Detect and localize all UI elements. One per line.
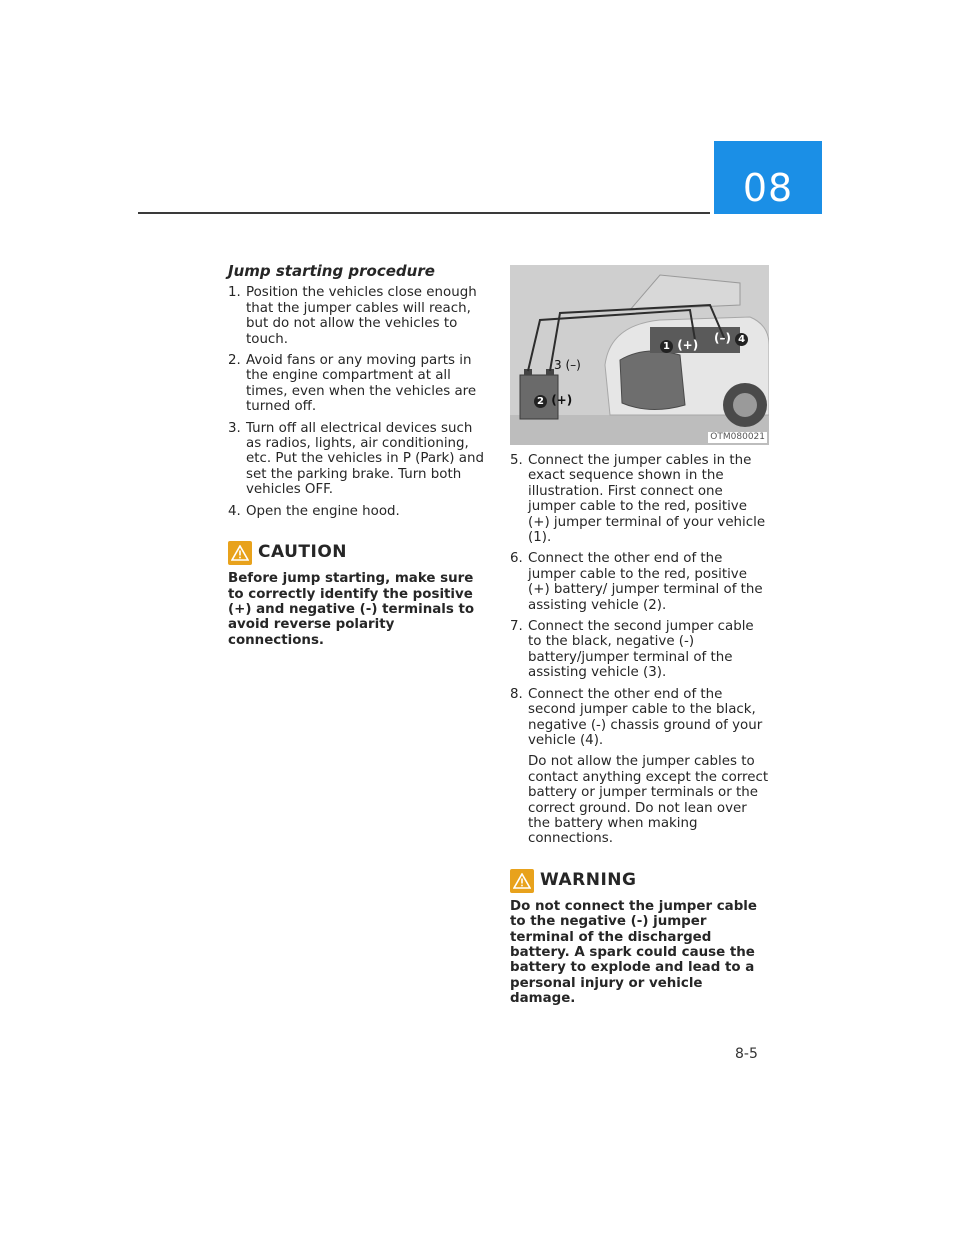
caution-header — [228, 541, 490, 565]
warning-triangle-icon — [510, 869, 534, 893]
label-1-sign: (+) — [677, 338, 699, 352]
header-rule — [138, 212, 710, 214]
steps-list-right — [510, 453, 770, 847]
warning-body: Do not connect the jumper cable to the negative (-) jumper terminal of the discharged battery. A spark could cause the battery to explode and lead to a personal injury or vehicle damage. — [510, 898, 757, 1007]
car-illustration — [510, 265, 769, 445]
step-item: 3. Turn off all electrical devices such as radios, lights, air conditioning, etc. Put the vehicles in P (Park) and set the parking brake. Turn both vehicles OFF. — [228, 420, 484, 498]
step-item: 6. Connect the other end of the jumper cable to the red, positive (+) battery/ jumper terminal of the assisting vehicle (2). — [510, 551, 763, 613]
caution-title: CAUTION — [258, 542, 348, 563]
label-3-sign: (–) — [565, 358, 581, 372]
label-1: 1 — [660, 340, 673, 353]
step-note: Do not allow the jumper cables to contact anything except the correct battery or jumper terminals or the correct ground. Do not lean over the battery when making connections. — [528, 754, 769, 847]
label-2-sign: (+) — [551, 393, 573, 407]
step-item: 8. Connect the other end of the second jumper cable to the black, negative (-) chassis ground of your vehicle (4). Do not allow the jumper cables to contact anything except the correct battery or jumper terminals or the correct ground. Do not lean over the battery when making connections. — [510, 686, 769, 847]
jump-start-illustration — [510, 265, 769, 445]
step-item: 1. Position the vehicles close enough that the jumper cables will reach, but do not allow the vehicles to touch. — [228, 285, 477, 347]
caution-body: Before jump starting, make sure to correctly identify the positive (+) and negative (-) terminals to avoid reverse polarity connections. — [228, 571, 475, 648]
label-3: 3 — [554, 358, 562, 372]
label-4-sign: (–) — [714, 331, 731, 345]
section-title: Jump starting procedure — [228, 262, 435, 280]
warning-header — [510, 869, 770, 893]
label-2: 2 — [534, 395, 547, 408]
figure-code: OTM080021 — [710, 432, 765, 442]
step-item: 2. Avoid fans or any moving parts in the engine compartment at all times, even when the vehicles are turned off. — [228, 353, 477, 415]
steps-list-left — [228, 285, 490, 519]
right-column — [510, 265, 770, 1007]
left-column — [228, 264, 490, 648]
warning-title: WARNING — [540, 870, 637, 891]
step-item: 4. Open the engine hood. — [228, 503, 400, 519]
page-number: 8-5 — [735, 1046, 758, 1062]
label-4: 4 — [735, 333, 748, 346]
warning-triangle-icon — [228, 541, 252, 565]
step-item: 5. Connect the jumper cables in the exact sequence shown in the illustration. First connect one jumper cable to the red, positive (+) jumper terminal of your vehicle (1). — [510, 453, 766, 546]
chapter-tab: 08 — [714, 141, 822, 214]
step-item: 7. Connect the second jumper cable to the black, negative (-) battery/jumper terminal of the assisting vehicle (3). — [510, 619, 754, 681]
